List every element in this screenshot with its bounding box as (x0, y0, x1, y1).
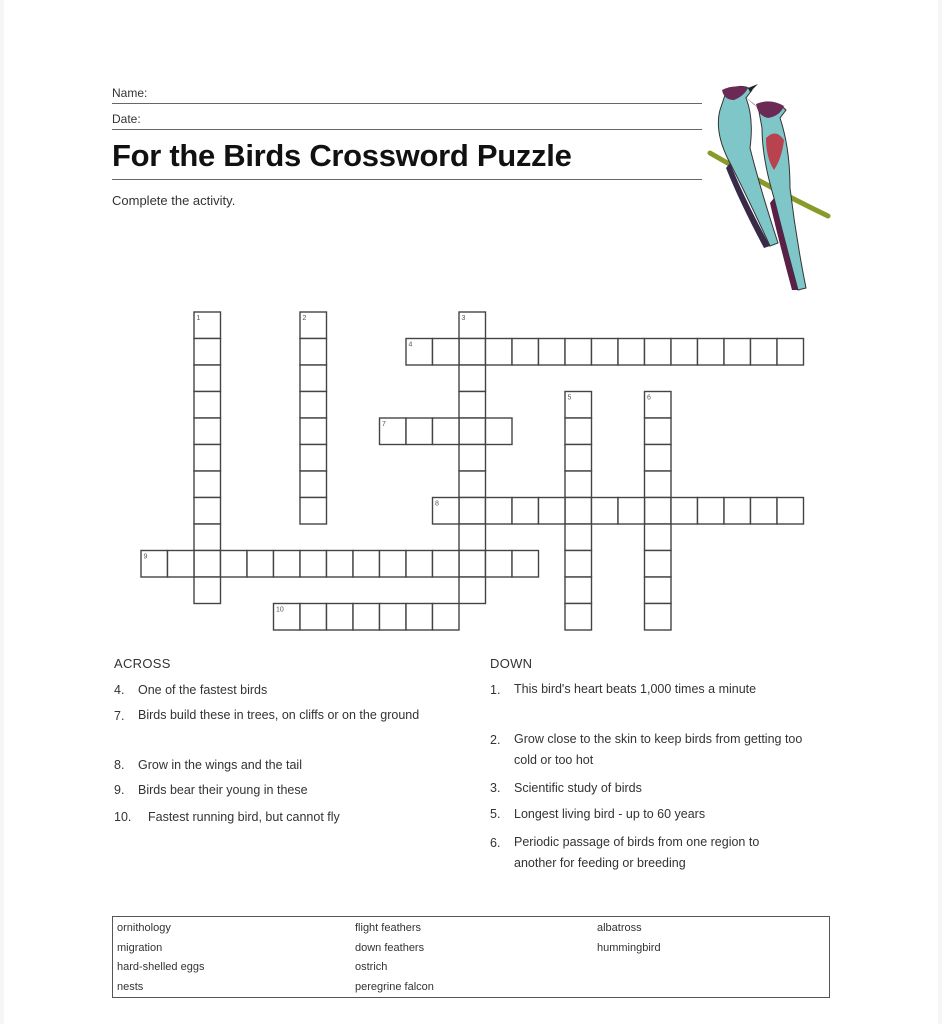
grid-cell[interactable] (645, 339, 672, 366)
grid-cell[interactable] (300, 339, 327, 366)
word-bank-column-2 (355, 919, 434, 997)
down-clue-6: 6. Periodic passage of birds from one region to another for feeding or breeding (490, 835, 760, 870)
grid-cell[interactable] (565, 524, 592, 551)
grid-cell[interactable] (194, 551, 221, 578)
clue-number-5: 5 (567, 394, 572, 402)
grid-cell[interactable] (592, 498, 619, 525)
grid-cell[interactable] (459, 498, 486, 525)
grid-cell[interactable] (751, 339, 778, 366)
grid-cell[interactable] (433, 551, 460, 578)
clue-number-7: 7 (382, 421, 386, 428)
grid-cell[interactable] (194, 471, 221, 498)
grid-cell[interactable] (380, 604, 407, 631)
grid-cell[interactable] (194, 392, 221, 419)
word-bank-item: peregrine falcon (355, 980, 434, 993)
word-bank-item: flight feathers (355, 922, 422, 934)
grid-cell[interactable] (194, 445, 221, 472)
clue-number-6: 6 (647, 394, 651, 402)
clue-number-10: 10 (276, 606, 284, 614)
clue-number-3: 3 (461, 315, 466, 322)
grid-cell[interactable] (459, 418, 486, 445)
instructions-text: Complete the activity. (112, 193, 236, 208)
down-clue-1: 1. This bird's heart beats 1,000 times a minute (490, 682, 757, 697)
grid-cell[interactable] (300, 392, 327, 419)
word-bank (112, 916, 830, 998)
clue-number-1: 1 (196, 315, 201, 322)
grid-cell[interactable] (592, 339, 619, 366)
grid-cell[interactable] (274, 551, 301, 578)
grid-cell[interactable] (539, 339, 566, 366)
grid-cell[interactable] (645, 524, 672, 551)
grid-cell[interactable] (194, 524, 221, 551)
grid-cell[interactable] (565, 577, 592, 604)
grid-cell[interactable] (194, 498, 221, 525)
grid-cell[interactable] (194, 339, 221, 366)
grid-cell[interactable] (433, 418, 460, 445)
across-clue-9: 9. Birds bear their young in these (114, 783, 308, 797)
grid-cell[interactable] (247, 551, 274, 578)
grid-cell[interactable] (300, 445, 327, 472)
grid-cell[interactable] (353, 551, 380, 578)
grid-cell[interactable] (459, 577, 486, 604)
down-clue-3: 3. Scientific study of birds (490, 781, 642, 795)
grid-cell[interactable] (300, 604, 327, 631)
grid-cell[interactable] (539, 498, 566, 525)
grid-cell[interactable] (486, 498, 513, 525)
grid-cell[interactable] (300, 471, 327, 498)
grid-cell[interactable] (459, 471, 486, 498)
grid-cell[interactable] (777, 339, 804, 366)
grid-cell[interactable] (300, 365, 327, 392)
grid-cell[interactable] (698, 339, 725, 366)
down-clue-2: 2. Grow close to the skin to keep birds from getting too cold or too hot (490, 732, 803, 767)
grid-cell[interactable] (221, 551, 248, 578)
name-label: Name: (112, 86, 148, 100)
grid-cell[interactable] (486, 339, 513, 366)
across-clue-4: 4. One of the fastest birds (114, 683, 268, 697)
grid-cell[interactable] (406, 604, 433, 631)
grid-cell[interactable] (671, 339, 698, 366)
grid-cell[interactable] (353, 604, 380, 631)
grid-cell[interactable] (565, 498, 592, 525)
grid-cell[interactable] (168, 551, 195, 578)
word-bank-column-3 (597, 919, 661, 958)
across-heading: ACROSS (114, 656, 171, 671)
grid-cell[interactable] (698, 498, 725, 525)
clue-number-2: 2 (302, 315, 307, 322)
across-clue-10: 10. Fastest running bird, but cannot fly (114, 810, 340, 824)
grid-cell[interactable] (327, 551, 354, 578)
clue-number-9: 9 (143, 553, 148, 561)
grid-cell[interactable] (406, 418, 433, 445)
grid-cell[interactable] (565, 604, 592, 631)
grid-cell[interactable] (645, 471, 672, 498)
word-bank-column-1 (117, 919, 204, 997)
grid-cell[interactable] (618, 339, 645, 366)
word-bank-item: down feathers (355, 941, 425, 954)
grid-cell[interactable] (645, 418, 672, 445)
grid-cell[interactable] (486, 418, 513, 445)
grid-cell[interactable] (645, 551, 672, 578)
grid-cell[interactable] (459, 339, 486, 366)
grid-cell[interactable] (433, 339, 460, 366)
grid-cell[interactable] (565, 471, 592, 498)
grid-cell[interactable] (565, 551, 592, 578)
grid-cell[interactable] (194, 365, 221, 392)
grid-cell[interactable] (565, 418, 592, 445)
grid-cell[interactable] (671, 498, 698, 525)
grid-cell[interactable] (194, 577, 221, 604)
grid-cell[interactable] (300, 551, 327, 578)
grid-cell[interactable] (300, 418, 327, 445)
grid-cell[interactable] (459, 392, 486, 419)
grid-cell[interactable] (459, 445, 486, 472)
clue-number-4: 4 (408, 341, 413, 349)
grid-cell[interactable] (751, 498, 778, 525)
grid-cell[interactable] (406, 551, 433, 578)
grid-cell[interactable] (645, 577, 672, 604)
page-title: For the Birds Crossword Puzzle (112, 138, 572, 173)
grid-cell[interactable] (380, 551, 407, 578)
grid-cell[interactable] (194, 418, 221, 445)
word-bank-item: ornithology (117, 922, 171, 934)
down-heading: DOWN (490, 656, 533, 671)
word-bank-item: albatross (597, 922, 642, 934)
grid-cell[interactable] (327, 604, 354, 631)
grid-cell[interactable] (777, 498, 804, 525)
word-bank-item: hummingbird (597, 941, 661, 954)
date-label: Date: (112, 112, 141, 126)
grid-cell[interactable] (300, 498, 327, 525)
grid-cell[interactable] (645, 604, 672, 631)
across-clue-8: 8. Grow in the wings and the tail (114, 758, 302, 772)
grid-cell[interactable] (486, 551, 513, 578)
grid-cell[interactable] (565, 339, 592, 366)
word-bank-item: nests (117, 980, 144, 993)
grid-cell[interactable] (512, 498, 539, 525)
grid-cell[interactable] (433, 604, 460, 631)
down-clue-5: 5. Longest living bird - up to 60 years (490, 807, 706, 821)
grid-cell[interactable] (724, 339, 751, 366)
grid-cell[interactable] (459, 551, 486, 578)
grid-cell[interactable] (459, 524, 486, 551)
word-bank-item: hard-shelled eggs (117, 961, 205, 973)
grid-cell[interactable] (459, 365, 486, 392)
clue-number-8: 8 (435, 500, 439, 508)
grid-cell[interactable] (724, 498, 751, 525)
grid-cell[interactable] (645, 445, 672, 472)
grid-cell[interactable] (645, 498, 672, 525)
across-clue-7: 7. Birds build these in trees, on cliffs or on the ground (114, 708, 420, 723)
grid-cell[interactable] (512, 339, 539, 366)
grid-cell[interactable] (618, 498, 645, 525)
word-bank-item: migration (117, 941, 163, 954)
grid-cell[interactable] (512, 551, 539, 578)
grid-cell[interactable] (565, 445, 592, 472)
word-bank-item: ostrich (355, 961, 388, 973)
